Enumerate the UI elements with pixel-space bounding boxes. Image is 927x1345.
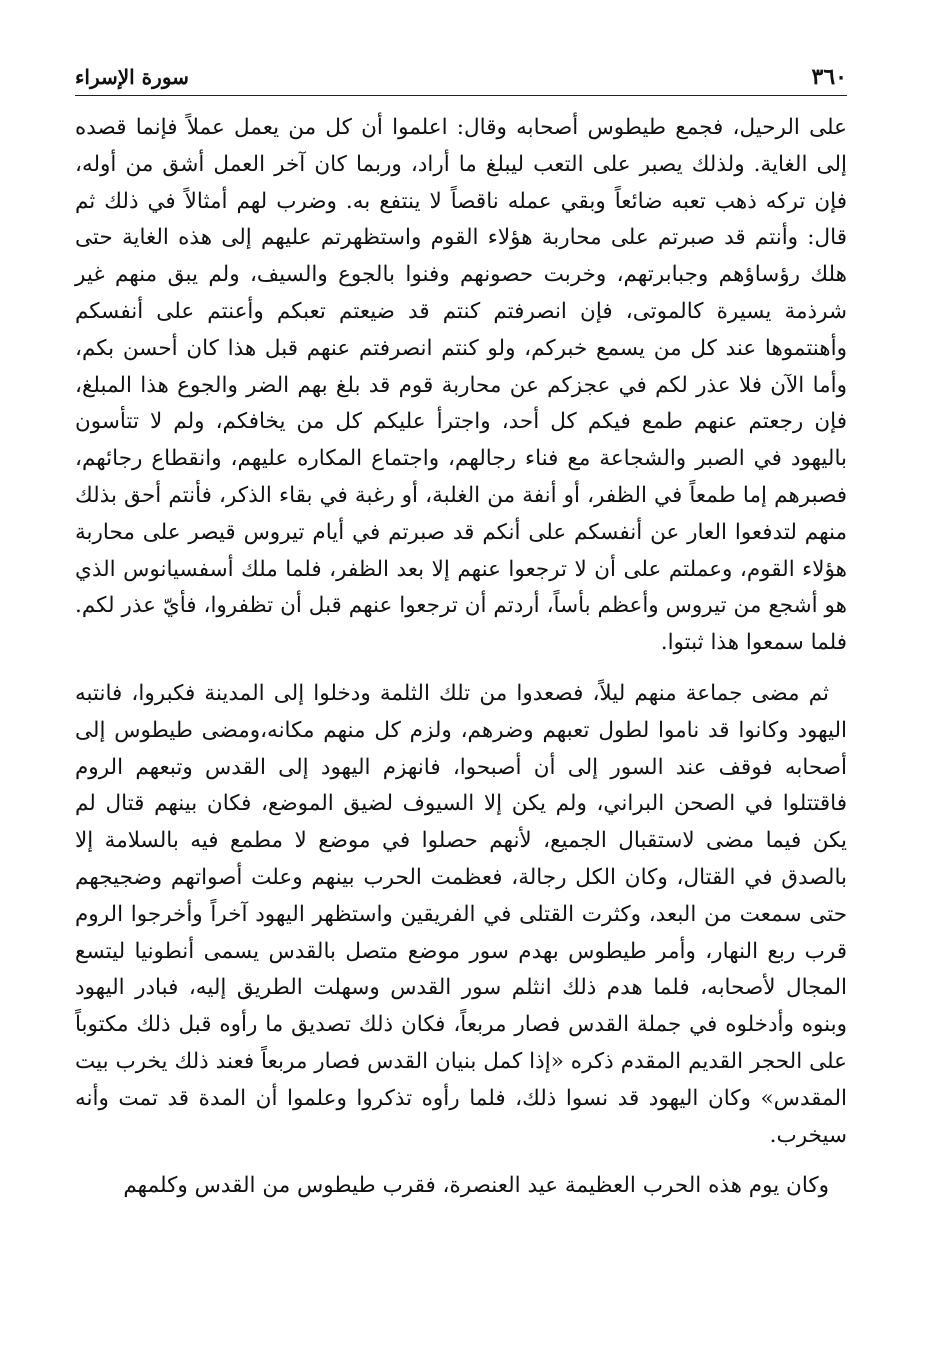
paragraph-2: ثم مضى جماعة منهم ليلاً، فصعدوا من تلك الثلمة ودخلوا إلى المدينة فكبروا، فانتبه اليهود وكانوا قد ناموا لطول تعبهم وضرهم، ولزم كل منهم مكانه،ومضى طيطوس إلى أصحابه فوقف عند السور إلى أن أصبحوا، فانهزم اليهود إلى القدس وتبعهم الروم فاقتتلوا في الصحن البراني، ولم يكن إلا السيوف لضيق الموضع، فكان بينهم قتال لم يكن فيما مضى لاستقبال الجميع، لأنهم حصلوا في موضع لا مطمع فيه بالسلامة إلا بالصدق في القتال، وكان الكل رجالة، فعظمت الحرب بينهم وعلت أصواتهم وضجيجهم حتى سمعت من البعد، وكثرت القتلى في الفريقين واستظهر اليهود آخراً وأخرجوا الروم قرب ربع النهار، وأمر طيطوس بهدم سور موضع متصل بالقدس يسمى أنطونيا ليتسع المجال لأصحابه، فلما هدم ذلك انثلم سور القدس وسهلت الطريق إليه، فبادر اليهود وبنوه وأدخلوه في جملة القدس فصار مربعاً، فكان ذلك تصديق ما رأوه قبل ذلك مكتوباً على الحجر القديم المقدم ذكره «إذا كمل بنيان القدس فصار مربعاً فعند ذلك يخرب بيت المقدس» وكان اليهود قد نسوا ذلك، فلما رأوه تذكروا وعلموا أن المدة قد تمت وأنه سيخرب. <box>75 680 847 1148</box>
page-number: ٣٦٠ <box>811 64 847 90</box>
surah-title: سورة الإسراء <box>75 65 189 89</box>
body-text <box>75 110 847 1205</box>
header-rule <box>75 95 847 96</box>
running-header <box>75 64 847 94</box>
paragraph-1: على الرحيل، فجمع طيطوس أصحابه وقال: اعلموا أن كل من يعمل عملاً فإنما قصده إلى الغاية. ولذلك يصبر على التعب ليبلغ ما أراد، وربما كان آخر العمل أشق من أوله، فإن تركه ذهب تعبه ضائعاً وبقي عمله ناقصاً لا ينتفع به. وضرب لهم أمثالاً في ذلك ثم قال: وأنتم قد صبرتم على محاربة هؤلاء القوم واستظهرتم عليهم إلى هذه الغاية حتى هلك رؤساؤهم وجبابرتهم، وخربت حصونهم وفنوا بالجوع والسيف، ولم يبق منهم غير شرذمة يسيرة كالموتى، فإن انصرفتم كنتم قد ضيعتم تعبكم وأعنتم على أنفسكم وأهنتموها عند كل من يسمع خبركم، ولو كنتم انصرفتم عنهم قبل هذا كان أحسن بكم، وأما الآن فلا عذر لكم في عجزكم عن محاربة قوم قد بلغ بهم الضر والجوع هذا المبلغ، فإن رجعتم عنهم طمع فيكم كل أحد، واجترأ عليكم كل من يخافكم، ولم لا تتأسون باليهود في الصبر والشجاعة مع فناء رجالهم، واجتماع المكاره عليهم، وانقطاع رجائهم، فصبرهم إما طمعاً في الظفر، أو أنفة من الغلبة، أو رغبة في بقاء الذكر، فأنتم أحق بذلك منهم لتدفعوا العار عن أنفسكم على أنكم قد صبرتم في أيام تيروس قيصر على محاربة هؤلاء القوم، وعملتم على أن لا ترجعوا عنهم إلا بعد الظفر، فلما ملك أسفسيانوس الذي هو أشجع من تيروس وأعظم بأساً، أردتم أن ترجعوا عنهم قبل أن تظفروا، فأيّ عذر لكم. فلما سمعوا هذا ثبتوا. <box>75 115 847 656</box>
paragraph-3: وكان يوم هذه الحرب العظيمة عيد العنصرة، فقرب طيطوس من القدس وكلمهم <box>123 1173 829 1199</box>
